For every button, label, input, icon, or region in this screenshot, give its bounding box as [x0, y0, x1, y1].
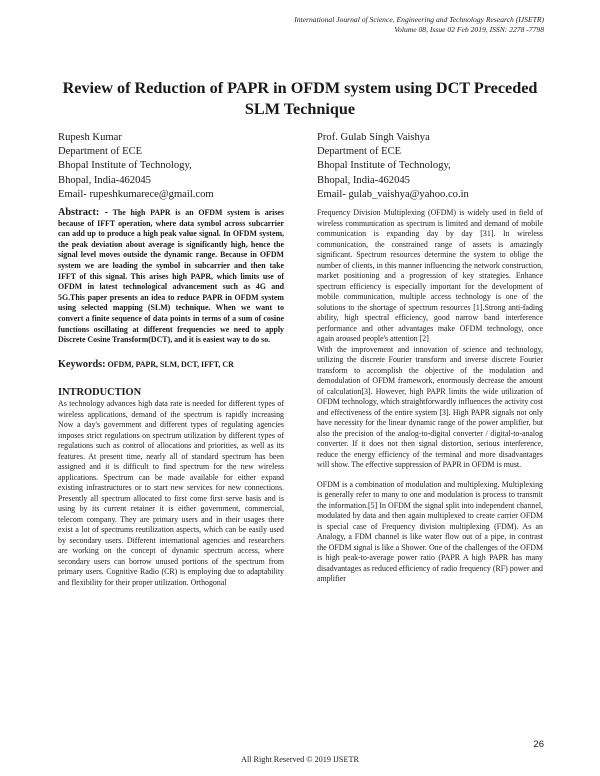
abstract — [58, 208, 284, 346]
author-block-right — [317, 131, 469, 202]
author-city: Bhopal, India-462045 — [317, 174, 410, 186]
author-email: Email- rupeshkumarece@gmail.com — [58, 188, 214, 200]
abstract-text: The high PAPR is an OFDM system is arises because of IFFT operation, where data symbol across subcarrier can add up to produce a high peak value signal. In OFDM system, the peak deviation about average is significantly high, hence the signal level moves outside the dynamic range. Because in OFDM system we are loading the symbol in subcarrier and then take IFFT of this signal. This arises high PAPR, which limits use of OFDM in latest technological advancement such as 4G and 5G.This paper presents an idea to reduce PAPR in OFDM system using selected mapping (SLM) technique. When we want to convert a finite sequence of data points in terms of a sum of cosine functions oscillating at different frequencies we need to apply Discrete Cosine Transform(DCT), and it is easiest way to do so. — [58, 208, 284, 345]
author-name: Prof. Gulab Singh Vaishya — [317, 132, 430, 143]
right-column — [317, 208, 543, 585]
journal-issue: Volume 08, Issue 02 Feb 2019, ISSN: 2278 -7798 — [394, 24, 544, 34]
paper-title: Review of Reduction of PAPR in OFDM system using DCT Preceded SLM Technique — [62, 79, 538, 118]
paragraph: Frequency Division Multiplexing (OFDM) is widely used in field of wireless communication as spectrum is limited and demand of mobile communication is expanding day by day [31]. In wireless communication, the constrained range of assets is amazingly significant. Spectrum resources determine the system to oblige the number of clients, in this manner influencing the network construction, market positioning and a progression of key strategies. Enhance spectrum efficiency is especially important for the development of mobile communication, multiple access technology is one of the solutions to the shortage of spectrum resources [1].Strong anti-fading ability, high spectral efficiency, good narrow band interference performance and other advantages make OFDM technology, once again aroused people's attention [2] — [317, 208, 543, 343]
author-block-left — [58, 131, 214, 202]
keywords-text: OFDM, PAPR, SLM, DCT, IFFT, CR — [107, 359, 234, 369]
author-institute: Bhopal Institute of Technology, — [58, 160, 192, 172]
author-department: Department of ECE — [58, 146, 143, 158]
introduction-text: As technology advances high data rate is needed for different types of wireless applications, demand of the spectrum is rapidly increasing Now a day's government and different types of regulating agencies imposes strict regulations on spectrum utilization by different types of regulations such as control of allocations and priorities, as well as its features. At present time, nearly all of standard spectrum has been assigned and it is difficult to find spectrum for the new wireless applications. Spectrum can be made available for either expand existing infrastructures or to start new services for new connections. Presently all spectrum allocated to first come first serve basis and is using by its current retainer it is either government, commercial, telecom company. They are primary users and in their usages there exist a lot of spectrums reutilization aspects, which can be easily used by secondary users. Different international agencies and researchers are working on the concept of dynamic spectrum access, where secondary users can borrow unused portions of the spectrum from primary users. Cognitive Radio (CR) is employing due to adaptability and flexibility for their proper utilization. Orthogonal — [58, 399, 284, 587]
abstract-heading: Abstract: - — [58, 207, 108, 218]
copyright-footer: All Right Reserved © 2019 IJSETR — [241, 755, 359, 764]
page-number: 26 — [533, 739, 544, 750]
author-institute: Bhopal Institute of Technology, — [317, 160, 451, 172]
paragraph: With the improvement and innovation of science and technology, utilizing the discrete Fourier transform and inverse discrete Fourier transform to accomplish the objective of the modulation and demodulation of OFDM framework, enormously decrease the amount of calculation[3]. However, high PAPR limits the wide utilization of OFDM technology, which straightforwardly influences the activity cost and effectiveness of the entire system [3]. High PAPR signals not only have necessity for the linear dynamic range of the power amplifier, but also the precision of the analog-to-digital converter / digital-to-analog converter. If it does not then signal distortion, serious interference, reduce the energy efficiency of the terminal and more disadvantages will show. The effective suppression of PAPR in OFDM is must. — [317, 344, 543, 469]
author-name: Rupesh Kumar — [58, 132, 122, 143]
journal-name: International Journal of Science, Engineering and Technology Research (IJSETR) — [294, 15, 544, 24]
keywords — [58, 360, 284, 371]
author-department: Department of ECE — [317, 146, 402, 158]
author-email: Email- gulab_vaishya@yahoo.co.in — [317, 188, 469, 200]
introduction-heading: INTRODUCTION — [58, 387, 142, 399]
journal-header — [224, 15, 544, 34]
paragraph: OFDM is a combination of modulation and multiplexing. Multiplexing is generally refer to many to one and modulation is process to transmit the information.[5] In OFDM the signal split into independent channel, modulated by data and then again multiplexed to create carrier OFDM is special case of Frequency division multiplexing (FDM). As an Analogy, a FDM channel is like water flow out of a pipe, in contrast the OFDM signal is like a Shower. One of the challenges of the OFDM is high peak-to-average power ratio (PAPR A high PAPR has many disadvantages as reduced efficiency of radio frequency (RF) power and amplifier — [317, 479, 543, 583]
author-city: Bhopal, India-462045 — [58, 174, 151, 186]
keywords-heading: Keywords: — [58, 358, 106, 370]
left-column — [58, 208, 284, 588]
